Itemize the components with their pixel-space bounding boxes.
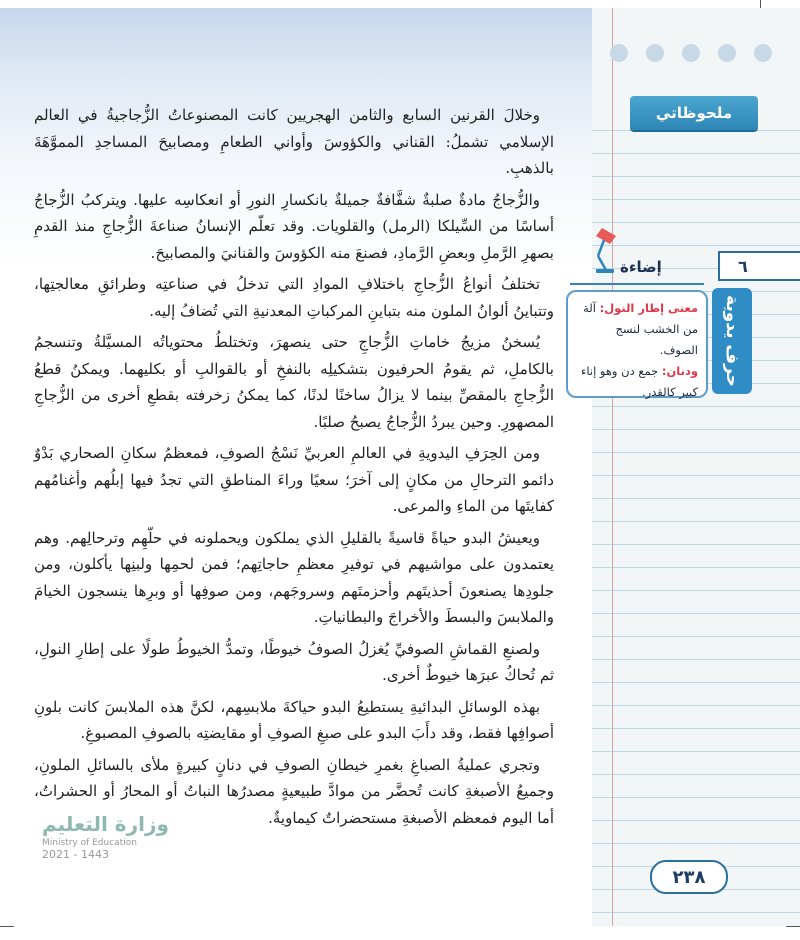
binder-hole	[610, 44, 628, 62]
glossary-item	[576, 361, 698, 403]
notes-tab-label: ملحوظاتي	[655, 104, 733, 122]
ministry-year: 2021 - 1443	[42, 848, 109, 861]
paragraph: يُسخنُ مزيجُ خاماتِ الزُّجاجِ حتى ينصهرَ، وتختلطُ محتوياتُه المسيَّلةُ وتنسجمُ بالكاملِ، ثم يقومُ الحرفيون بتشكيلِه بالنفخِ أو بالقوالبِ أو بكليهما. ويمكنُ قطعُ الزُّجاجِ بالمقصِّ بينما لا يزالُ ساخنًا لدنًا، كما يمكنُ زخرفته بقطعِ أخرى من الزُّجاجِ المصهورِ. وحين يبردُ الزُّجاجُ يصبحُ صلبًا.	[34, 333, 554, 431]
highlight-title: إضاءة	[620, 258, 662, 276]
ministry-arabic: وزارة التعليم	[42, 812, 169, 836]
paragraph: والزُّجاجُ مادةٌ صلبةٌ شفَّافةٌ جميلةٌ بانكسارِ النورِ أو انعكاسِه عليها. ويتركبُ الزُّجاجُ أساسًا من السِّيلكا (الرمل) والقلويات. وقد تعلّم الإنسانُ صناعةَ الزُّجاجِ منذ القدمِ بصهرِ الرَّملِ وبعضِ الرَّمادِ، فصنعَ منه الكؤوسَ والقنانيَ والمصابيحَ.	[34, 190, 554, 262]
page-number	[650, 860, 728, 894]
glossary-definition: جمع دن وهو إناء كبير كالقدر.	[580, 364, 698, 399]
paragraph: بهذه الوسائلِ البدائيةِ يستطيعُ البدو حياكةَ ملابسِهم، لكنَّ هذه الملابسَ كانت بلونِ أصوافِها فقط، وقد دأَبَ البدو على صبغِ الصوفِ أو مقايضتِه بالصوفِ المصبوغِ.	[34, 697, 554, 742]
binder-hole	[754, 44, 772, 62]
ministry-english: Ministry of Education	[42, 838, 137, 848]
paragraph: ويعيشُ البدو حياةً قاسيةً بالقليلِ الذي يملكون ويحملونه في حلّهِم وترحالِهم. وهم يعتمدون على مواشيهم في توفيرِ معظمِ حاجاتِهم؛ فمن لحمِها ولبنِها يأكلون، ومن جلودِها يصنعونَ أحذيتَهم وأحزمتَهم وسروجَهم، ومن صوفِها أو وبرِها ينسجون الخيامَ والملابسَ والبسطَ والأخراجَ والبطانياتِ.	[34, 528, 554, 626]
glossary-term: معنى إطار النول:	[599, 301, 698, 315]
crop-mark	[0, 926, 14, 927]
notebook-margin-line	[612, 8, 613, 926]
crop-mark	[760, 0, 761, 8]
glossary-term: ودنان:	[661, 364, 698, 378]
section-number-box	[718, 251, 800, 281]
vertical-label-text: حرف يدوية	[722, 295, 742, 387]
binder-hole	[646, 44, 664, 62]
binder-hole	[718, 44, 736, 62]
section-number: ٦	[738, 256, 748, 276]
paragraph: وتجري عمليةُ الصباغِ بغمرِ خيطانِ الصوفِ في دنانٍ كبيرةٍ ملأى بالسائلِ الملونِ، وجميعُ الأصبغةِ كانت تُحضَّر من موادَّ طبيعيةٍ مصدرُها النباتُ أو المحارُ أو الحشراتُ، أما اليوم فمعظم الأصبغةِ مستحضراتٌ كيماويةٌ.	[34, 755, 554, 827]
vertical-section-label	[712, 288, 752, 394]
paragraph: تختلفُ أنواعُ الزُّجاجِ باختلافِ الموادِ التي تدخلُ في صناعتِه وطرائقِ معالجتِها، وتتباينُ ألوانُ الملون منه بتباينِ المركباتِ المعدنيةِ التي تُضافُ إليه.	[34, 275, 554, 320]
glossary-definition: آلة من الخشب لنسج الصوف.	[583, 301, 698, 357]
page-number-text: ٢٣٨	[672, 866, 706, 888]
main-text	[34, 102, 554, 836]
notebook-column	[592, 8, 800, 926]
lamp-icon	[584, 226, 624, 274]
glossary-item	[576, 298, 698, 361]
crop-mark	[786, 926, 800, 927]
highlight-rule	[570, 283, 704, 285]
glossary-box	[566, 290, 708, 398]
ministry-logo	[42, 812, 169, 861]
paragraph: وخلالَ القرنين السابع والثامن الهجريين كانت المصنوعاتُ الزُّجاجيةُ في العالم الإسلامي تشملُ: القناني والكؤوسَ وأواني الطعامِ ومصابيحَ المساجدِ المموَّهَةَ بالذهبِ.	[34, 106, 554, 177]
binder-hole	[682, 44, 700, 62]
paragraph: ومن الحِرَفِ اليدويةِ في العالمِ العربيِّ نَسْجُ الصوفِ، فمعظمُ سكانِ الصحاري بَدْوٌ دائمو الترحالِ من مكانٍ إلى آخرَ؛ سعيًا وراءَ المناطقِ التي تجدُ فيها إبلُهم وأغنامُهم كفايتَها من الماءِ والمرعى.	[34, 444, 554, 515]
notes-tab	[630, 96, 758, 130]
paragraph: ولصنعِ القماشِ الصوفيِّ يُغزلُ الصوفُ خيوطًا، وتمدُّ الخيوطُ طولًا على إطارِ النولِ، ثم تُحاكُ عبرَها خيوطٌ أخرى.	[34, 639, 554, 684]
